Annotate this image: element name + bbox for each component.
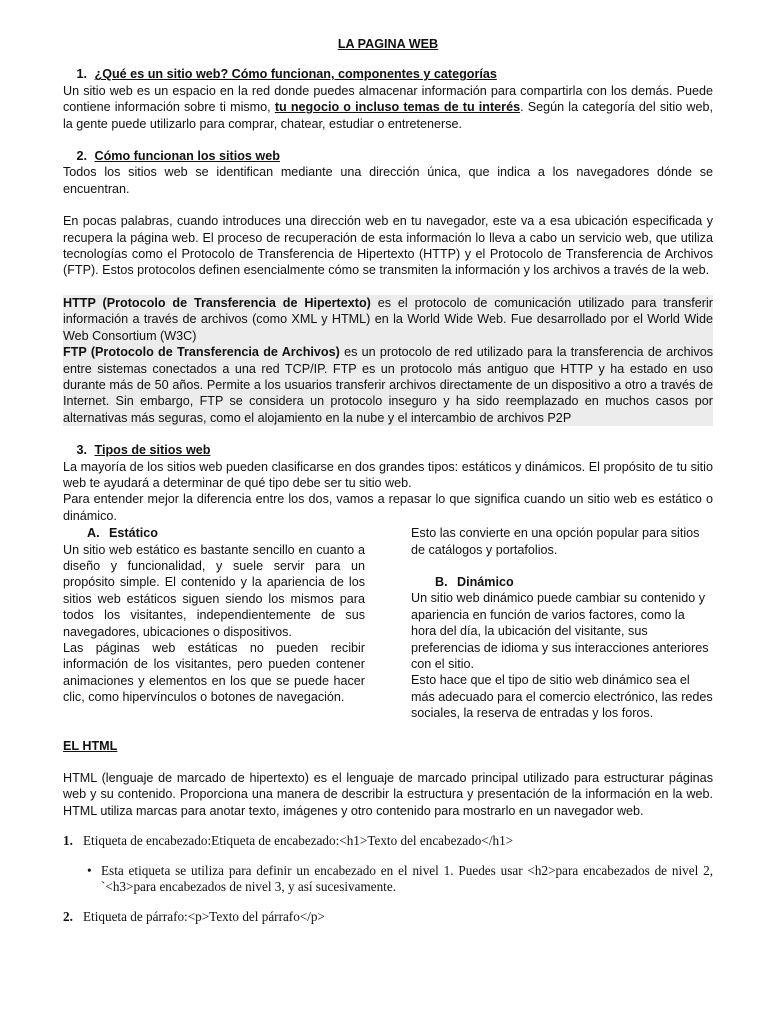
html-item-2-text: Etiqueta de párrafo:<p>Texto del párrafo</p>: [83, 909, 325, 925]
html-heading: EL HTML: [63, 738, 118, 753]
section-3-heading: [63, 442, 713, 458]
section-3-title: Tipos de sitios web: [94, 443, 211, 458]
protocols-block: [63, 295, 713, 426]
section-2-number: 2.: [76, 149, 87, 164]
section-1-emphasis: tu negocio o incluso temas de tu interés: [274, 100, 521, 115]
section-1-title: ¿Qué es un sitio web? Cómo funcionan, componentes y categorías: [94, 67, 497, 82]
document-page: [63, 36, 713, 925]
html-item-1-number: 1.: [63, 833, 73, 849]
html-bullet: [63, 863, 713, 895]
ftp-definition: es un protocolo de red utilizado para la transferencia de archivos entre sistemas conectados a una red TCP/IP. FTP es un protocolo más antiguo que HTTP y ha estado en uso durante más de 50 años. Permite a los usuarios transferir archivos directamente de un dispositivo a otro a través de Internet. Sin embargo, FTP se considera un protocolo inseguro y ha sido reemplazado en muchos casos por alternativas más seguras, como el alojamiento en la nube y el intercambio de archivos P2P: [63, 345, 714, 425]
section-3-paragraph-1: La mayoría de los sitios web pueden clasificarse en dos grandes tipos: estáticos y dinámicos. El propósito de tu sitio web te ayudará a determinar de qué tipo debe ser tu sitio web.: [63, 459, 713, 490]
ftp-term: FTP (Protocolo de Transferencia de Archivos): [63, 345, 340, 360]
html-item-1: [63, 833, 713, 849]
section-1-paragraph: [63, 83, 713, 132]
dynamic-heading: [435, 574, 713, 590]
static-paragraph-2: Las páginas web estáticas no pueden recibir información de los visitantes, pero pueden contener animaciones y elementos en los que se puede hacer clic, como hipervínculos o botones de navegación.: [63, 641, 365, 705]
static-letter: A.: [87, 526, 100, 541]
dynamic-paragraph-2: Esto hace que el tipo de sitio web dinámico sea el más adecuado para el comercio electrónico, las redes sociales, la reserva de entradas y los foros.: [411, 673, 713, 721]
ftp-paragraph: [63, 344, 713, 426]
html-bullet-text: Esta etiqueta se utiliza para definir un encabezado en el nivel 1. Puedes usar <h2>para encabezados de nivel 2, `<h3>para encabezados de nivel 3, y así sucesivamente.: [101, 863, 713, 895]
html-item-1-text: Etiqueta de encabezado:Etiqueta de encabezado:<h1>Texto del encabezado</h1>: [83, 833, 514, 849]
section-3-number: 3.: [76, 443, 87, 458]
section-1-text-b: . Según la categoría del sitio web, la gente puede utilizarlo para comprar, chatear, estudiar o entretenerse.: [63, 100, 713, 131]
document-title: LA PAGINA WEB: [337, 37, 439, 51]
http-paragraph: [63, 295, 713, 344]
http-term: HTTP (Protocolo de Transferencia de Hipertexto): [63, 295, 371, 310]
http-definition: es el protocolo de comunicación utilizado para transferir información a través de archivos (como XML y HTML) en la World Wide Web. Fue desarrollado por el World Wide Web Consortium (W3C): [63, 295, 713, 343]
types-columns: [63, 525, 713, 721]
section-1-text-a: Un sitio web es un espacio en la red donde puedes almacenar información para compartirla con los demás. Puede contiene información sobre ti mismo,: [63, 83, 713, 115]
html-item-2: [63, 909, 713, 925]
html-item-2-number: 2.: [63, 909, 73, 925]
section-3-paragraph-2: Para entender mejor la diferencia entre los dos, vamos a repasar lo que significa cuando un sitio web es estático o dinámico.: [63, 492, 713, 523]
section-2-paragraph-2: En pocas palabras, cuando introduces una dirección web en tu navegador, este va a esa ubicación especificada y recupera la página web. El proceso de recuperación de esta información lo lleva a cabo un servicio web, que utiliza tecnologías como el Protocolo de Transferencia de Hipertexto (HTTP) y el Protocolo de Transferencia de Archivos (FTP). Estos protocolos definen esencialmente cómo se transmiten la información y los archivos a través de la web.: [63, 214, 713, 278]
section-1-heading: [63, 66, 713, 82]
section-2-paragraph-1: Todos los sitios web se identifican mediante una dirección única, que indica a los navegadores dónde se encuentran.: [63, 165, 713, 196]
static-paragraph-3: Esto las convierte en una opción popular para sitios de catálogos y portafolios.: [411, 526, 700, 557]
section-1-number: 1.: [76, 67, 87, 82]
dynamic-letter: B.: [435, 574, 448, 589]
bullet-dot-icon: •: [87, 863, 92, 879]
dynamic-title: Dinámico: [457, 574, 514, 589]
column-right: [411, 525, 713, 721]
column-left: [63, 525, 365, 721]
html-paragraph: HTML (lenguaje de marcado de hipertexto) es el lenguaje de marcado principal utilizado para estructurar páginas web y su contenido. Proporciona una manera de describir la estructura y presentación de la información en la web. HTML utiliza marcas para anotar texto, imágenes y otro contenido para mostrarlo en un navegador web.: [63, 771, 713, 818]
section-2-heading: [63, 148, 713, 164]
section-2-title: Cómo funcionan los sitios web: [94, 149, 280, 164]
dynamic-paragraph-1: Un sitio web dinámico puede cambiar su contenido y apariencia en función de varios factores, como la hora del día, la ubicación del visitante, sus preferencias de idioma y sus interacciones anteriores con el sitio.: [411, 591, 709, 671]
static-title: Estático: [109, 526, 158, 541]
static-paragraph-1: Un sitio web estático es bastante sencillo en cuanto a diseño y funcionalidad, y suele servir para un propósito simple. El contenido y la apariencia de los sitios web estáticos siguen siendo los mismos para todos los visitantes, independientemente de sus navegadores, ubicaciones o dispositivos.: [63, 542, 365, 639]
static-heading: [87, 525, 365, 541]
